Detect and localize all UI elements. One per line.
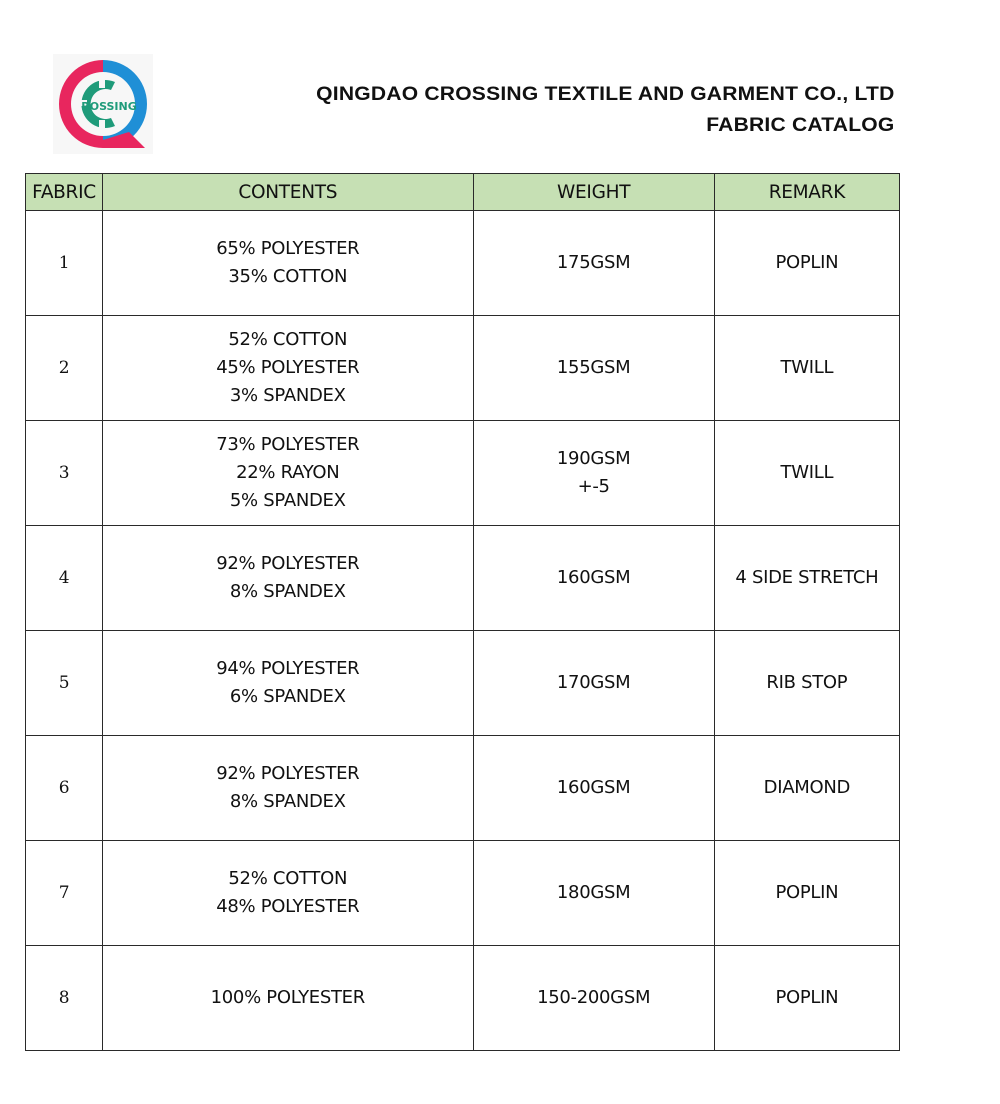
company-logo: [53, 54, 153, 154]
contents-line: 65% POLYESTER: [216, 238, 360, 259]
contents-line: 8% SPANDEX: [229, 791, 346, 812]
contents-cell: [103, 421, 473, 526]
contents-line: 8% SPANDEX: [229, 581, 346, 602]
weight-line: 160GSM: [556, 567, 631, 588]
contents-line: 92% POLYESTER: [216, 553, 360, 574]
logo-text: ROSSING: [81, 100, 137, 113]
contents-line: 3% SPANDEX: [229, 385, 346, 406]
contents-line: 52% COTTON: [228, 329, 348, 350]
remark-cell: DIAMOND: [714, 736, 899, 841]
fabric-catalog-table: [25, 173, 900, 1051]
contents-cell: [103, 316, 473, 421]
remark-cell: RIB STOP: [714, 631, 899, 736]
contents-line: 45% POLYESTER: [216, 357, 360, 378]
table-row: [26, 736, 900, 841]
weight-cell: [473, 316, 714, 421]
contents-line: 22% RAYON: [236, 462, 340, 483]
weight-line: 155GSM: [556, 357, 631, 378]
contents-cell: [103, 211, 473, 316]
remark-cell: POPLIN: [714, 946, 899, 1051]
weight-cell: [473, 946, 714, 1051]
weight-line: 175GSM: [556, 252, 631, 273]
weight-line: 180GSM: [556, 882, 631, 903]
contents-line: 100% POLYESTER: [210, 987, 365, 1008]
company-name: QINGDAO CROSSING TEXTILE AND GARMENT CO., LTD: [315, 83, 894, 105]
crossing-logo-icon: [53, 54, 153, 154]
remark-cell: POPLIN: [714, 211, 899, 316]
weight-line: 170GSM: [556, 672, 631, 693]
weight-cell: [473, 841, 714, 946]
document-header: [315, 79, 895, 141]
weight-line: +-5: [577, 476, 610, 497]
column-header-weight: WEIGHT: [473, 174, 714, 211]
table-row: [26, 421, 900, 526]
weight-line: 150-200GSM: [537, 987, 651, 1008]
contents-line: 48% POLYESTER: [216, 896, 360, 917]
contents-cell: [103, 631, 473, 736]
fabric-number-cell: 1: [26, 211, 103, 316]
fabric-number-cell: 4: [26, 526, 103, 631]
contents-line: 92% POLYESTER: [216, 763, 360, 784]
remark-cell: POPLIN: [714, 841, 899, 946]
fabric-number-cell: 6: [26, 736, 103, 841]
contents-cell: [103, 736, 473, 841]
weight-cell: [473, 526, 714, 631]
weight-cell: [473, 211, 714, 316]
table-row: [26, 211, 900, 316]
fabric-number-cell: 3: [26, 421, 103, 526]
table-row: [26, 946, 900, 1051]
fabric-number-cell: 8: [26, 946, 103, 1051]
table-header-row: [26, 174, 900, 211]
weight-cell: [473, 421, 714, 526]
contents-cell: [103, 946, 473, 1051]
contents-line: 6% SPANDEX: [229, 686, 346, 707]
weight-line: 190GSM: [556, 448, 631, 469]
remark-cell: TWILL: [714, 316, 899, 421]
table-row: [26, 316, 900, 421]
column-header-remark: REMARK: [714, 174, 899, 211]
contents-line: 35% COTTON: [228, 266, 348, 287]
contents-cell: [103, 526, 473, 631]
fabric-number-cell: 5: [26, 631, 103, 736]
document-title: FABRIC CATALOG: [705, 114, 894, 136]
fabric-number-cell: 2: [26, 316, 103, 421]
weight-cell: [473, 631, 714, 736]
contents-line: 94% POLYESTER: [216, 658, 360, 679]
remark-cell: 4 SIDE STRETCH: [714, 526, 899, 631]
weight-line: 160GSM: [556, 777, 631, 798]
table-row: [26, 841, 900, 946]
contents-cell: [103, 841, 473, 946]
table-row: [26, 631, 900, 736]
contents-line: 5% SPANDEX: [229, 490, 346, 511]
table-row: [26, 526, 900, 631]
fabric-number-cell: 7: [26, 841, 103, 946]
contents-line: 52% COTTON: [228, 868, 348, 889]
column-header-contents: CONTENTS: [103, 174, 473, 211]
contents-line: 73% POLYESTER: [216, 434, 360, 455]
remark-cell: TWILL: [714, 421, 899, 526]
column-header-fabric: FABRIC: [26, 174, 103, 211]
weight-cell: [473, 736, 714, 841]
